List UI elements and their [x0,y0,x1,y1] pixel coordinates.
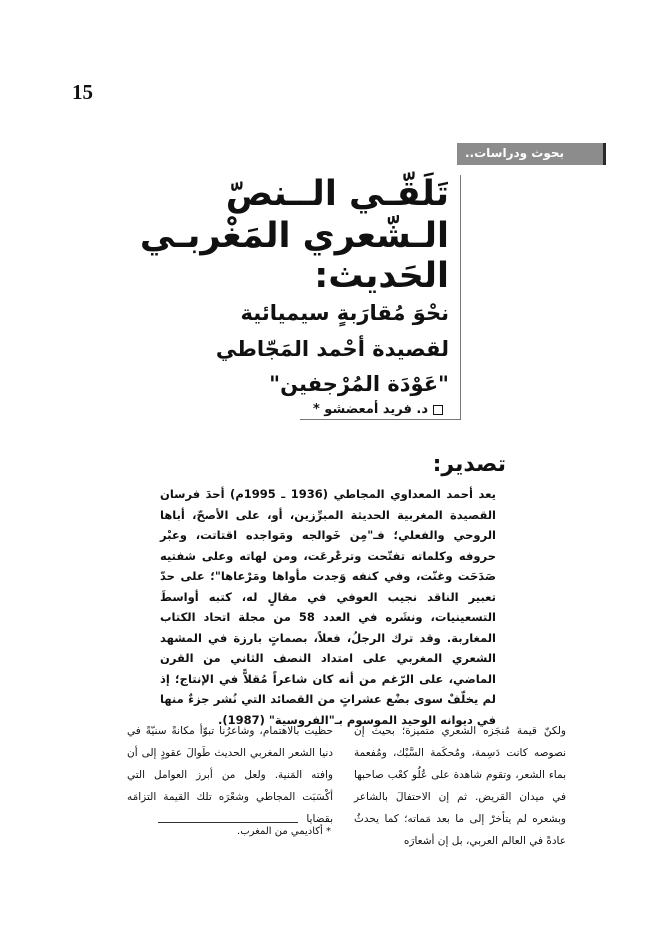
article-subtitle-line-3: "عَوْدَة المُرْجفين" [269,372,449,396]
footnote-divider [158,822,298,823]
intro-heading: تصدير: [432,452,506,477]
body-column-left: حظيت بالاهتمام، وشاعرُنا تبوّأ مكانةً سنيّةً في دنيا الشعر المغربي الحديث طَوالَ عقودٍ إلى أن وافته المَنية. ولعل من أبرز العوامل التي أكْسَبَت المجاطي وشعْرَه تلك القيمة التزامَه بقضايا [127,725,333,825]
title-frame-vertical-rule [460,175,461,419]
author-line [313,402,443,417]
article-title-line-2: الـشّعري المَغْربـي [139,216,449,256]
article-title-line-1: تَلَقّـي الــنصّ [225,174,449,214]
section-label-tab [457,143,606,165]
page-number: 15 [72,80,93,104]
article-subtitle-line-2: لقصيدة أحْمد المَجّاطي [215,337,449,361]
body-column-right: ولكنّ قيمة مُنجَزه الشعري متميزة؛ بحيث إن نصوصه كانت دَسِمة، ومُحكَمة السَّبْك، ومُفعمة بماء الشعر، وتقوم شاهدة على عُلُو كعْب صاحبها في ميدان القريض. ثم إن الاحتفالَ بالشاعر وبشعره لم يتأخرْ إلى ما بعد مَماته؛ كما يحدثُ عادةً في العالم العربي، بل إن أشعارَه [354,725,566,847]
footnote: * أكاديمي من المغرب. [237,826,331,837]
title-frame-horizontal-rule [300,419,461,420]
author-name: د. فريد أمعضشو * [312,402,428,417]
intro-paragraph: يعد أحمد المعداوي المجاطي (1936 ـ 1995م) أحدَ فرسان القصيدة المغربية الحديثة المبرِّزين، أو، على الأصحّ، أباها الروحي والفعلي؛ فـ"مِن خَوالجه ومَواجده اقتاتت، وعبْر حروفه وكلماته تفتّحت وترعْرعَت، ومن لهاته وعلى شفتيه صَدَحَت وغنّت، وفي كنفه وَجدت مأواها ومَرْعاها"؛ على حدّ تعبير الناقد نجيب العوفي في مقالٍ له، كتبه أواسطَ التسعينيات، ونشَره في العدد 58 من مجلة اتحاد الكتاب المغاربة. وقد ترك الرجلُ، فعلاً، بصماتٍ بارزة في المشهد الشعري المغربي على امتداد النصف الثاني من القرن الماضي، على الرّغم من أنه كان شاعراً مُقلاًّ في الإنتاج؛ إذ لم يخلّفْ سوى بضْع عشراتٍ من القصائد التي نُشر جزءٌ منها في ديوانه الوحيد الموسوم بـ"الفروسية" (1987). [160,487,496,727]
checkbox-square-icon [433,405,443,415]
section-label: بحوث ودراسات.. [465,146,565,160]
article-title-line-3: الحَديث: [314,256,449,296]
article-subtitle-line-1: نحْوَ مُقارَبةٍ سيميائية [240,301,449,325]
